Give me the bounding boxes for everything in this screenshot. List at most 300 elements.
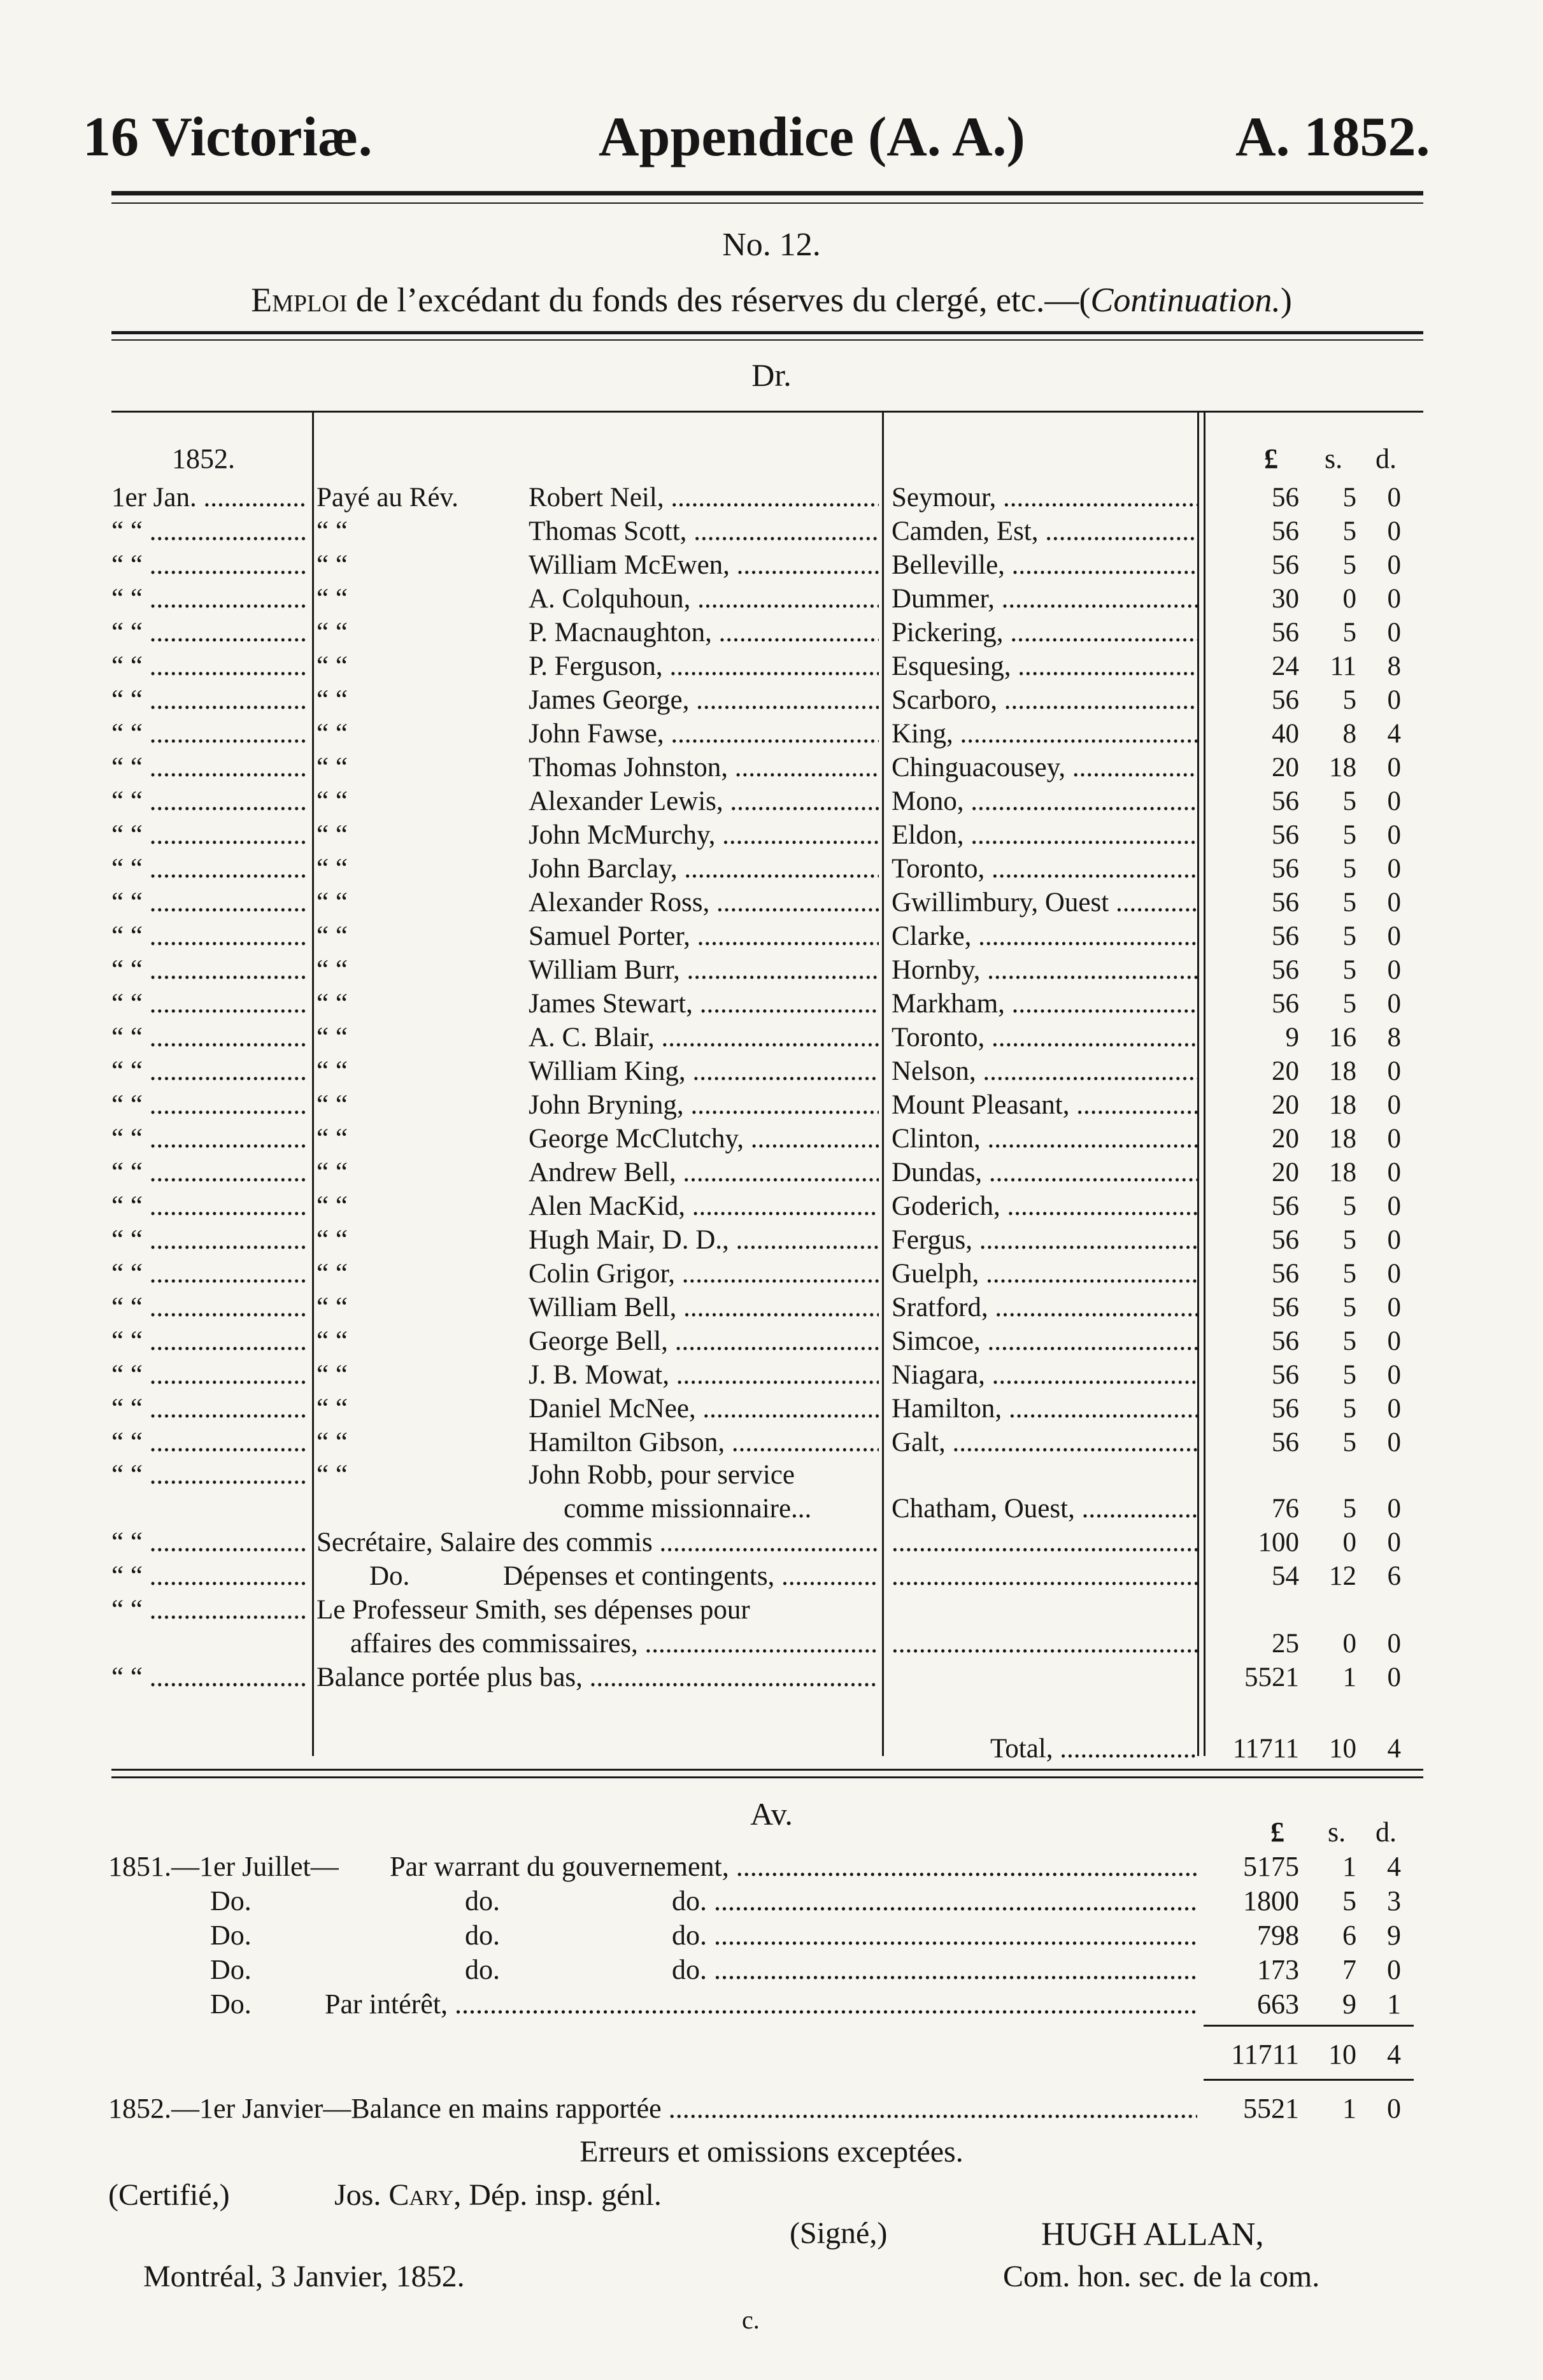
dr-row-robb	[0, 1458, 1543, 1492]
row-name: John Fawse, .....	[529, 717, 879, 751]
dr-row	[0, 1054, 1543, 1088]
row-date: “ “ .....	[111, 919, 306, 953]
total-shillings: 10	[1329, 1734, 1356, 1764]
row-shillings: 5	[1342, 854, 1356, 884]
dr-total-row	[0, 1732, 1543, 1766]
av-do-2: do.	[465, 1885, 500, 1916]
dr-row	[0, 1392, 1543, 1426]
document-number: No. 12.	[722, 227, 821, 263]
av-balance-text: 1852.—1er Janvier—Balance en mains rapportée .....	[108, 2092, 1197, 2126]
row-place: Galt, .....	[892, 1426, 1197, 1459]
title-italic: Continuation.	[1090, 281, 1281, 319]
dr-row	[0, 481, 1543, 514]
row-pounds: 76	[1272, 1494, 1299, 1524]
row-pounds: 56	[1272, 854, 1299, 884]
row-date: “ “ .....	[111, 953, 306, 987]
document-title	[0, 280, 1543, 320]
row-date: “ “ .....	[111, 1156, 306, 1189]
row-date: “ “ .....	[111, 1392, 306, 1426]
row-pounds: 56	[1272, 516, 1299, 546]
row-pounds: 56	[1272, 921, 1299, 951]
row-title: “ “	[316, 753, 348, 783]
row-pounds: 20	[1272, 1056, 1299, 1086]
row-pounds: 54	[1272, 1561, 1299, 1591]
dr-row-professeur-cont	[0, 1627, 1543, 1661]
row-shillings: 1	[1342, 1662, 1356, 1692]
row-place: Chinguacousey, .....	[892, 751, 1197, 784]
row-date: “ “ .....	[111, 548, 306, 582]
av-col-pence: d.	[1376, 1817, 1397, 1848]
row-place: Esquesing, .....	[892, 649, 1197, 683]
row-pence: 0	[1387, 1056, 1401, 1086]
row-place: Camden, Est, .....	[892, 514, 1197, 548]
row-date: “ “ .....	[111, 818, 306, 852]
cary-signature	[334, 2178, 662, 2213]
dr-row	[0, 886, 1543, 919]
row-pence: 0	[1387, 1394, 1401, 1424]
row-shillings: 5	[1342, 1326, 1356, 1356]
row-pence: 0	[1387, 1225, 1401, 1255]
row-name: Alexander Ross, .....	[529, 886, 879, 919]
row-pounds: 56	[1272, 1293, 1299, 1322]
row-name: John McMurchy, .....	[529, 818, 879, 852]
row-place-empty	[892, 1627, 1197, 1661]
av-date: Do.	[210, 1954, 252, 1985]
row-name: P. Macnaughton, .....	[529, 616, 879, 649]
dr-row	[0, 987, 1543, 1021]
row-place: Guelph, .....	[892, 1257, 1197, 1291]
row-title: “ “	[316, 1225, 348, 1255]
av-shillings: 6	[1342, 1920, 1356, 1951]
row-date: “ “ .....	[111, 1661, 306, 1694]
row-name: A. C. Blair, .....	[529, 1021, 879, 1054]
row-place: Sratford, .....	[892, 1291, 1197, 1324]
row-date: “ “ .....	[111, 1593, 306, 1627]
av-pence: 0	[1387, 1954, 1401, 1985]
row-do: Do.	[369, 1561, 410, 1591]
row-title: “ “	[316, 1326, 348, 1356]
row-name: William King, .....	[529, 1054, 879, 1088]
row-date: “ “ .....	[111, 1291, 306, 1324]
row-date: “ “ .....	[111, 1526, 306, 1559]
av-shillings: 5	[1342, 1885, 1356, 1916]
row-name: Thomas Scott, .....	[529, 514, 879, 548]
row-place: Belleville, .....	[892, 548, 1197, 582]
row-date: “ “ .....	[111, 1223, 306, 1257]
row-place: Mount Pleasant, .....	[892, 1088, 1197, 1122]
row-pence: 0	[1387, 921, 1401, 951]
row-title: “ “	[316, 618, 348, 648]
row-text: Secrétaire, Salaire des commis .....	[316, 1526, 877, 1559]
av-row	[0, 1987, 1543, 2022]
dr-col-shillings: s.	[1325, 443, 1343, 474]
row-title: “ “	[316, 1460, 348, 1490]
row-shillings: 11	[1330, 651, 1356, 681]
row-pence: 0	[1387, 955, 1401, 985]
header-rule-thick	[111, 191, 1423, 195]
row-pounds: 100	[1258, 1527, 1299, 1557]
running-header-center: Appendice (A. A.)	[599, 106, 1025, 168]
row-name: A. Colquhoun, .....	[529, 582, 879, 616]
row-name: Colin Grigor, .....	[529, 1257, 879, 1291]
av-pounds: 173	[1257, 1954, 1299, 1985]
row-pounds: 56	[1272, 1225, 1299, 1255]
cary-title: Dép. insp. génl.	[469, 2178, 662, 2212]
row-pounds: 56	[1272, 1191, 1299, 1221]
row-name: William McEwen, .....	[529, 548, 879, 582]
row-pence: 8	[1387, 1023, 1401, 1052]
dr-row	[0, 852, 1543, 886]
dr-col-pound: £	[1264, 443, 1278, 474]
dr-row	[0, 582, 1543, 616]
dr-row	[0, 751, 1543, 784]
row-date: “ “ .....	[111, 987, 306, 1021]
av-do-2: do.	[465, 1954, 500, 1985]
row-date: “ “ .....	[111, 1021, 306, 1054]
row-date: 1er Jan. .....	[111, 481, 306, 514]
total-pence: 4	[1387, 1734, 1401, 1764]
row-date: “ “ .....	[111, 1054, 306, 1088]
row-shillings: 5	[1342, 786, 1356, 816]
row-pence: 6	[1387, 1561, 1401, 1591]
row-pence: 0	[1387, 1360, 1401, 1390]
row-pounds: 30	[1272, 584, 1299, 614]
av-total-pence: 4	[1387, 2039, 1401, 2070]
row-pounds: 56	[1272, 1360, 1299, 1390]
errors-line: Erreurs et omissions exceptées.	[580, 2135, 963, 2169]
row-pounds: 5521	[1244, 1662, 1299, 1692]
row-name: Thomas Johnston, .....	[529, 751, 879, 784]
row-pounds: 25	[1272, 1629, 1299, 1659]
av-pence: 3	[1387, 1885, 1401, 1916]
row-pounds: 9	[1285, 1023, 1299, 1052]
row-shillings: 18	[1329, 753, 1356, 783]
row-place: Fergus, .....	[892, 1223, 1197, 1257]
row-pounds: 56	[1272, 618, 1299, 648]
signe-label: (Signé,)	[790, 2216, 888, 2250]
row-name: Robert Neil, .....	[529, 481, 879, 514]
row-date: “ “ .....	[111, 1426, 306, 1459]
dr-row	[0, 616, 1543, 649]
row-place: Nelson, .....	[892, 1054, 1197, 1088]
dr-row	[0, 548, 1543, 582]
row-text: Le Professeur Smith, ses dépenses pour	[316, 1595, 750, 1625]
row-date: “ “ .....	[111, 683, 306, 717]
dr-row	[0, 1122, 1543, 1156]
row-title: “ “	[316, 921, 348, 951]
row-name: Hugh Mair, D. D., .....	[529, 1223, 879, 1257]
row-name: John Bryning, .....	[529, 1088, 879, 1122]
row-title: “ “	[316, 989, 348, 1019]
row-name: Alexander Lewis, .....	[529, 784, 879, 818]
row-date: “ “ .....	[111, 1122, 306, 1156]
row-pounds: 56	[1272, 1394, 1299, 1424]
row-shillings: 16	[1329, 1023, 1356, 1052]
av-do-3: do. .....	[672, 1918, 1197, 1953]
row-name: Daniel McNee, .....	[529, 1392, 879, 1426]
row-pence: 0	[1387, 1662, 1401, 1692]
dr-row-balance	[0, 1661, 1543, 1694]
row-pence: 0	[1387, 550, 1401, 580]
dr-row	[0, 649, 1543, 683]
row-title: “ “	[316, 550, 348, 580]
title-close: )	[1280, 281, 1292, 319]
row-pence: 0	[1387, 1158, 1401, 1187]
row-shillings: 18	[1329, 1090, 1356, 1120]
row-place: Goderich, .....	[892, 1189, 1197, 1223]
dr-row	[0, 1189, 1543, 1223]
row-shillings: 5	[1342, 989, 1356, 1019]
row-pounds: 56	[1272, 786, 1299, 816]
dr-row-professeur	[0, 1593, 1543, 1627]
row-title: “ “	[316, 1360, 348, 1390]
row-pence: 0	[1387, 685, 1401, 715]
row-place: Niagara, .....	[892, 1358, 1197, 1392]
row-place: Pickering, .....	[892, 616, 1197, 649]
row-date: “ “ .....	[111, 717, 306, 751]
row-title: “ “	[316, 1124, 348, 1154]
row-shillings: 5	[1342, 550, 1356, 580]
av-col-pound: £	[1270, 1817, 1284, 1848]
row-date: “ “ .....	[111, 649, 306, 683]
row-date: “ “ .....	[111, 751, 306, 784]
row-pounds: 56	[1272, 820, 1299, 850]
dr-row	[0, 1358, 1543, 1392]
row-name: William Bell, .....	[529, 1291, 879, 1324]
row-shillings: 18	[1329, 1124, 1356, 1154]
row-text-cont: affaires des commissaires, .....	[350, 1627, 879, 1661]
row-pence: 0	[1387, 854, 1401, 884]
row-date: “ “ .....	[111, 1559, 306, 1593]
row-title: “ “	[316, 1090, 348, 1120]
row-place: Chatham, Ouest, .....	[892, 1492, 1197, 1526]
running-header-right: A. 1852.	[1235, 106, 1430, 168]
av-pence: 4	[1387, 1851, 1401, 1882]
row-title: “ “	[316, 1191, 348, 1221]
row-shillings: 0	[1342, 1527, 1356, 1557]
dr-row	[0, 1223, 1543, 1257]
dr-row	[0, 1291, 1543, 1324]
row-shillings: 0	[1342, 1629, 1356, 1659]
row-pence: 0	[1387, 1090, 1401, 1120]
row-date: “ “ .....	[111, 852, 306, 886]
dr-row	[0, 919, 1543, 953]
certifie-label: (Certifié,)	[108, 2178, 230, 2212]
row-place-empty	[892, 1526, 1197, 1559]
dr-row	[0, 514, 1543, 548]
total-label: Total, .....	[990, 1732, 1197, 1766]
row-pounds: 56	[1272, 1427, 1299, 1457]
row-pounds: 20	[1272, 1158, 1299, 1187]
row-pounds: 40	[1272, 719, 1299, 749]
row-pence: 0	[1387, 483, 1401, 513]
row-pounds: 56	[1272, 989, 1299, 1019]
av-shillings: 1	[1342, 1851, 1356, 1882]
dr-row-secretaire	[0, 1526, 1543, 1559]
row-shillings: 5	[1342, 618, 1356, 648]
row-name: J. B. Mowat, .....	[529, 1358, 879, 1392]
row-name: Samuel Porter, .....	[529, 919, 879, 953]
row-pounds: 56	[1272, 685, 1299, 715]
row-title: “ “	[316, 1158, 348, 1187]
row-date: “ “ .....	[111, 784, 306, 818]
dr-row	[0, 1257, 1543, 1291]
row-shillings: 5	[1342, 820, 1356, 850]
row-pounds: 56	[1272, 955, 1299, 985]
dr-col-pence: d.	[1376, 443, 1397, 474]
row-pounds: 56	[1272, 1326, 1299, 1356]
row-title: “ “	[316, 1259, 348, 1289]
row-place: Gwillimbury, Ouest .....	[892, 886, 1197, 919]
allan-name: HUGH ALLAN,	[1041, 2216, 1264, 2253]
row-pence: 4	[1387, 719, 1401, 749]
dr-row-robb-cont	[0, 1492, 1543, 1526]
row-date: “ “ .....	[111, 1324, 306, 1358]
dr-row	[0, 1021, 1543, 1054]
dr-heading: Dr.	[751, 357, 792, 393]
row-date: “ “ .....	[111, 616, 306, 649]
row-title: “ “	[316, 1056, 348, 1086]
row-name: George Bell, .....	[529, 1324, 879, 1358]
allan-title: Com. hon. sec. de la com.	[1003, 2260, 1320, 2293]
av-do-3: do. .....	[672, 1884, 1197, 1918]
cary-name: Cary,	[388, 2178, 462, 2212]
row-date: “ “ .....	[111, 886, 306, 919]
row-pence: 0	[1387, 1124, 1401, 1154]
row-shillings: 5	[1342, 1427, 1356, 1457]
row-pounds: 56	[1272, 483, 1299, 513]
row-text: Dépenses et contingents, .....	[503, 1559, 879, 1593]
row-title: “ “	[316, 719, 348, 749]
place-date: Montréal, 3 Janvier, 1852.	[143, 2260, 465, 2293]
av-total-shillings: 10	[1328, 2039, 1356, 2070]
row-pence: 0	[1387, 1527, 1401, 1557]
total-pounds: 11711	[1232, 1734, 1299, 1764]
av-date: Do.	[210, 1988, 252, 2020]
row-shillings: 5	[1342, 685, 1356, 715]
row-date: “ “ .....	[111, 514, 306, 548]
title-prefix: Emploi	[251, 281, 348, 319]
av-total-rule	[1204, 2079, 1414, 2081]
av-pounds: 798	[1257, 1920, 1299, 1951]
row-title: “ “	[316, 651, 348, 681]
row-pounds: 20	[1272, 753, 1299, 783]
row-pounds: 20	[1272, 1124, 1299, 1154]
row-place: Toronto, .....	[892, 1021, 1197, 1054]
row-place: Simcoe, .....	[892, 1324, 1197, 1358]
row-shillings: 5	[1342, 1394, 1356, 1424]
row-place: Mono, .....	[892, 784, 1197, 818]
row-pence: 0	[1387, 820, 1401, 850]
row-shillings: 5	[1342, 1293, 1356, 1322]
row-title: “ “	[316, 955, 348, 985]
dr-row	[0, 683, 1543, 717]
dr-row	[0, 1426, 1543, 1459]
row-title: Payé au Rév.	[316, 483, 459, 513]
row-pence: 0	[1387, 1326, 1401, 1356]
av-balance-pence: 0	[1387, 2093, 1401, 2124]
row-name: William Burr, .....	[529, 953, 879, 987]
row-name: Hamilton Gibson, .....	[529, 1426, 879, 1459]
av-balance-row	[0, 2092, 1543, 2126]
row-pence: 0	[1387, 1259, 1401, 1289]
row-title: “ “	[316, 888, 348, 917]
row-place: Scarboro, .....	[892, 683, 1197, 717]
row-pence: 0	[1387, 753, 1401, 783]
row-shillings: 5	[1342, 516, 1356, 546]
row-pence: 0	[1387, 1293, 1401, 1322]
row-title: “ “	[316, 820, 348, 850]
row-pounds: 56	[1272, 1259, 1299, 1289]
row-shillings: 5	[1342, 888, 1356, 917]
row-title: “ “	[316, 1023, 348, 1052]
row-shillings: 5	[1342, 921, 1356, 951]
row-pence: 8	[1387, 651, 1401, 681]
row-date: “ “ .....	[111, 1257, 306, 1291]
dr-bottom-rule-2	[111, 1776, 1423, 1778]
row-name-cont: comme missionnaire...	[564, 1494, 812, 1524]
av-total-pounds: 11711	[1231, 2039, 1299, 2070]
row-date: “ “ .....	[111, 582, 306, 616]
row-title: “ “	[316, 685, 348, 715]
av-date: 1851.—1er Juillet—	[108, 1851, 339, 1882]
av-date: Do.	[210, 1885, 252, 1916]
row-place: Hornby, .....	[892, 953, 1197, 987]
row-shillings: 18	[1329, 1056, 1356, 1086]
av-col-shillings: s.	[1328, 1817, 1346, 1848]
av-shillings: 9	[1342, 1988, 1356, 2020]
av-do-3: do. .....	[672, 1953, 1197, 1987]
row-shillings: 5	[1342, 955, 1356, 985]
row-name: Andrew Bell, .....	[529, 1156, 879, 1189]
row-pence: 0	[1387, 888, 1401, 917]
row-pence: 0	[1387, 1494, 1401, 1524]
row-name: John Robb, pour service	[529, 1460, 795, 1490]
av-total-row	[0, 2037, 1543, 2072]
av-sum-rule	[1204, 2025, 1414, 2027]
row-name: P. Ferguson, .....	[529, 649, 879, 683]
row-shillings: 0	[1342, 584, 1356, 614]
row-place: Clinton, .....	[892, 1122, 1197, 1156]
dr-row	[0, 1324, 1543, 1358]
row-pence: 0	[1387, 1191, 1401, 1221]
row-place: Markham, .....	[892, 987, 1197, 1021]
dr-row	[0, 1156, 1543, 1189]
dr-row	[0, 953, 1543, 987]
av-shillings: 7	[1342, 1954, 1356, 1985]
title-rule-thin	[111, 339, 1423, 341]
row-place-empty	[892, 1559, 1197, 1593]
row-pounds: 56	[1272, 550, 1299, 580]
row-shillings: 5	[1342, 1225, 1356, 1255]
row-shillings: 5	[1342, 1360, 1356, 1390]
row-shillings: 5	[1342, 1494, 1356, 1524]
row-pounds: 20	[1272, 1090, 1299, 1120]
dr-row-depenses	[0, 1559, 1543, 1593]
row-pence: 0	[1387, 584, 1401, 614]
row-title: “ “	[316, 584, 348, 614]
row-place: Dummer, .....	[892, 582, 1197, 616]
dr-row	[0, 784, 1543, 818]
row-text: Balance portée plus bas, .....	[316, 1661, 877, 1694]
av-text: Par warrant du gouvernement, .....	[390, 1850, 1197, 1884]
row-place: King, .....	[892, 717, 1197, 751]
title-rule-thick	[111, 331, 1423, 334]
dr-rule	[111, 411, 1423, 413]
row-title: “ “	[316, 1394, 348, 1424]
av-row	[0, 1850, 1543, 1884]
row-place: Clarke, .....	[892, 919, 1197, 953]
